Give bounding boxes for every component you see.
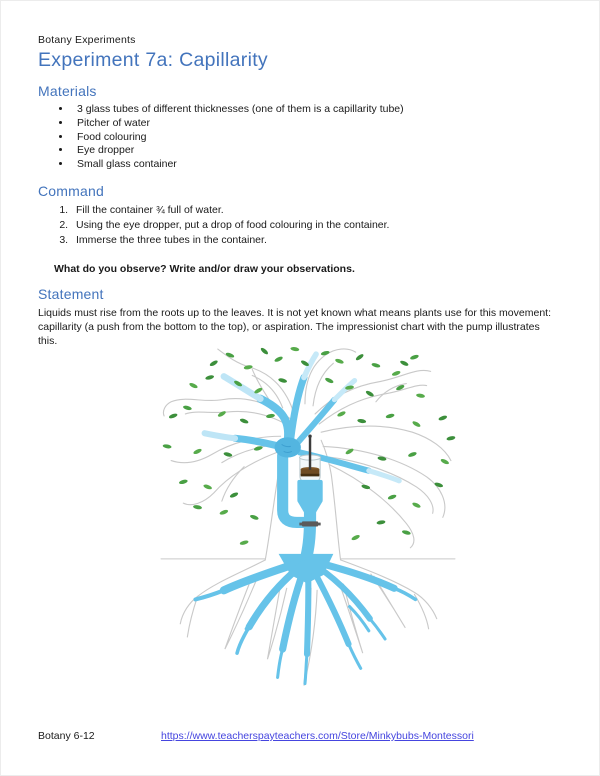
- leaf-icon: [434, 482, 444, 488]
- leaf-icon: [385, 413, 395, 419]
- leaf-icon: [205, 374, 215, 380]
- footer-page-label: Botany 6-12: [38, 730, 95, 742]
- leaf-icon: [274, 356, 284, 363]
- leaf-icon: [179, 479, 189, 485]
- leaf-icon: [324, 377, 334, 384]
- observe-question: What do you observe? Write and/or draw your observations.: [54, 262, 355, 275]
- materials-item: • Food colouring: [72, 131, 559, 145]
- page-title: Experiment 7a: Capillarity: [38, 49, 268, 71]
- leaf-icon: [219, 509, 229, 516]
- leaf-icon: [203, 484, 213, 491]
- leaf-icon: [416, 393, 425, 398]
- tree-pump-illustration: [150, 343, 466, 716]
- command-step: 1. Fill the container ¾ full of water.: [71, 203, 559, 218]
- document-header: Botany Experiments: [38, 34, 136, 46]
- leaf-icon: [361, 484, 371, 490]
- leaf-icon: [260, 347, 269, 356]
- leaf-icon: [412, 502, 422, 509]
- leaf-icon: [438, 415, 448, 422]
- tree-pump-svg: [150, 343, 466, 716]
- leaf-icon: [209, 359, 219, 367]
- statement-text: Liquids must rise from the roots up to the leaves. It is not yet known what means plants use for this movement: capillarity (a push from the bottom to the top), or aspiration. The impressionist chart with the pump illustrates this.: [38, 306, 551, 347]
- leaf-icon: [399, 360, 409, 367]
- leaf-icon: [229, 491, 239, 498]
- leaf-icon: [355, 353, 365, 361]
- materials-item: • Small glass container: [72, 158, 559, 172]
- leaf-icon: [446, 435, 456, 441]
- command-steps-list: [38, 203, 559, 249]
- command-heading: Command: [38, 182, 104, 199]
- leaf-icon: [189, 382, 199, 389]
- leaf-icon: [254, 445, 264, 451]
- leaf-icon: [351, 534, 361, 541]
- leaf-icon: [183, 405, 193, 411]
- leaf-icon: [249, 514, 259, 521]
- leaf-icon: [193, 505, 202, 510]
- materials-item: • Eye dropper: [72, 144, 559, 158]
- store-link[interactable]: https://www.teacherspayteachers.com/Store/Minkybubs-Montessori: [161, 730, 474, 742]
- statement-heading: Statement: [38, 285, 104, 302]
- materials-heading: Materials: [38, 83, 97, 99]
- leaf-icon: [278, 377, 288, 383]
- leaf-icon: [408, 451, 418, 458]
- leaf-icon: [168, 413, 178, 420]
- leaf-icon: [162, 444, 171, 449]
- leaf-icon: [223, 451, 233, 457]
- water-hub: [275, 437, 301, 457]
- leaf-icon: [440, 458, 450, 465]
- leaf-icon: [357, 418, 366, 423]
- leaf-icon: [193, 448, 203, 455]
- leaf-icon: [376, 520, 385, 525]
- command-step: 3. Immerse the three tubes in the container.: [71, 233, 559, 248]
- materials-list: [38, 103, 559, 172]
- leaf-icon: [239, 418, 249, 425]
- leaf-icon: [410, 354, 420, 360]
- leaf-icon: [377, 456, 386, 461]
- leaf-icon: [371, 362, 381, 368]
- leaf-icon: [239, 540, 249, 546]
- pump-valve: [302, 521, 318, 526]
- leaf-icon: [402, 530, 412, 536]
- materials-item: • Pitcher of water: [72, 117, 559, 131]
- leaf-icon: [387, 494, 397, 501]
- command-step: 2. Using the eye dropper, put a drop of food colouring in the container.: [71, 218, 559, 233]
- leaf-icon: [335, 358, 345, 365]
- leaf-icon: [290, 346, 299, 351]
- document-content: [1, 1, 599, 348]
- leaf-icon: [412, 420, 422, 428]
- pump-rod: [309, 436, 311, 469]
- leaf-icon: [217, 410, 227, 418]
- materials-item: • 3 glass tubes of different thicknesses (one of them is a capillarity tube): [72, 103, 559, 117]
- pump-body: [297, 480, 322, 502]
